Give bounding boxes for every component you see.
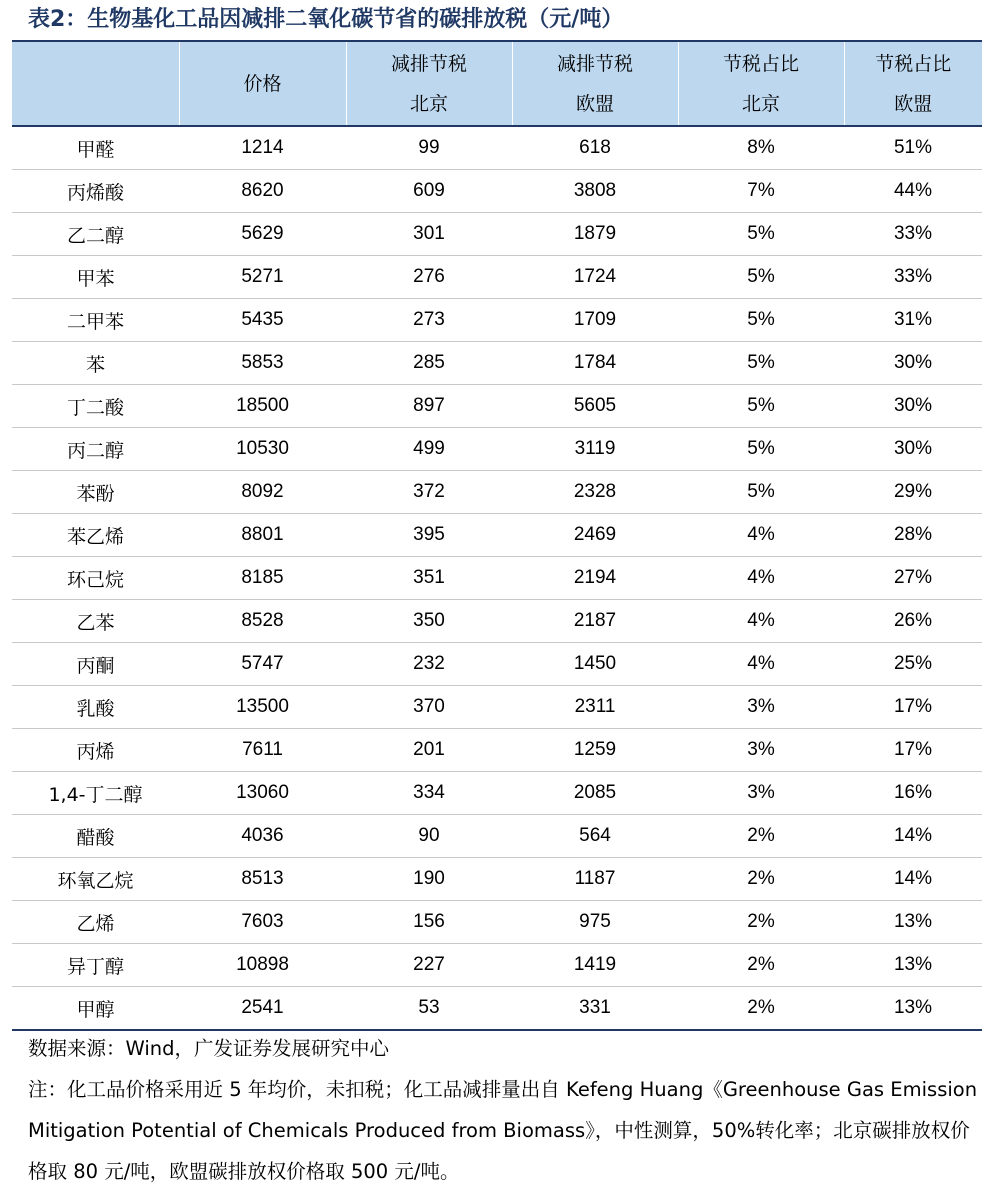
savings-eu-cell: 3119 — [512, 428, 678, 471]
ratio-beijing-cell: 5% — [678, 256, 844, 299]
ratio-eu-cell: 33% — [844, 256, 982, 299]
savings-beijing-cell: 351 — [346, 557, 512, 600]
ratio-beijing-cell: 5% — [678, 428, 844, 471]
savings-beijing-cell: 334 — [346, 772, 512, 815]
price-cell: 5629 — [179, 213, 346, 256]
savings-beijing-cell: 276 — [346, 256, 512, 299]
chemical-name-cell: 苯乙烯 — [12, 514, 179, 557]
price-cell: 5435 — [179, 299, 346, 342]
ratio-beijing-cell: 4% — [678, 643, 844, 686]
price-cell: 7603 — [179, 901, 346, 944]
ratio-beijing-cell: 2% — [678, 858, 844, 901]
ratio-beijing-cell: 2% — [678, 901, 844, 944]
table-body — [12, 126, 982, 1030]
price-cell: 8620 — [179, 170, 346, 213]
header-line1: 减排节税 — [556, 52, 633, 75]
price-cell: 13500 — [179, 686, 346, 729]
chemical-name-cell: 丁二酸 — [12, 385, 179, 428]
ratio-beijing-cell: 3% — [678, 686, 844, 729]
table-row — [12, 815, 982, 858]
savings-beijing-cell: 370 — [346, 686, 512, 729]
ratio-eu-cell: 28% — [844, 514, 982, 557]
savings-eu-cell: 618 — [512, 126, 678, 170]
ratio-beijing-cell: 5% — [678, 299, 844, 342]
table-row — [12, 557, 982, 600]
ratio-eu-cell: 17% — [844, 729, 982, 772]
chemical-name-cell: 醋酸 — [12, 815, 179, 858]
ratio-beijing-cell: 3% — [678, 772, 844, 815]
chemical-name-cell: 乙二醇 — [12, 213, 179, 256]
savings-eu-cell: 2328 — [512, 471, 678, 514]
price-cell: 4036 — [179, 815, 346, 858]
savings-beijing-cell: 372 — [346, 471, 512, 514]
table-row — [12, 944, 982, 987]
ratio-beijing-cell: 8% — [678, 126, 844, 170]
table-row — [12, 428, 982, 471]
savings-beijing-cell: 156 — [346, 901, 512, 944]
table-row — [12, 213, 982, 256]
table-row — [12, 256, 982, 299]
ratio-eu-cell: 44% — [844, 170, 982, 213]
ratio-eu-cell: 31% — [844, 299, 982, 342]
savings-beijing-cell: 201 — [346, 729, 512, 772]
savings-eu-cell: 2194 — [512, 557, 678, 600]
ratio-eu-cell: 14% — [844, 858, 982, 901]
ratio-beijing-cell: 5% — [678, 213, 844, 256]
ratio-eu-cell: 13% — [844, 987, 982, 1031]
chemical-name-cell: 异丁醇 — [12, 944, 179, 987]
price-cell: 5747 — [179, 643, 346, 686]
header-cell-savings-beijing — [346, 41, 512, 126]
ratio-eu-cell: 51% — [844, 126, 982, 170]
price-cell: 1214 — [179, 126, 346, 170]
ratio-eu-cell: 30% — [844, 428, 982, 471]
table-row — [12, 772, 982, 815]
price-cell: 8092 — [179, 471, 346, 514]
savings-eu-cell: 5605 — [512, 385, 678, 428]
header-line2: 北京 — [741, 92, 780, 115]
ratio-beijing-cell: 2% — [678, 815, 844, 858]
chemical-name-cell: 环己烷 — [12, 557, 179, 600]
header-line1: 减排节税 — [390, 52, 467, 75]
ratio-eu-cell: 25% — [844, 643, 982, 686]
savings-beijing-cell: 609 — [346, 170, 512, 213]
table-row — [12, 987, 982, 1031]
savings-beijing-cell: 53 — [346, 987, 512, 1031]
header-cell-price — [179, 41, 346, 126]
chemical-name-cell: 苯 — [12, 342, 179, 385]
table-row — [12, 643, 982, 686]
savings-beijing-cell: 395 — [346, 514, 512, 557]
savings-eu-cell: 1187 — [512, 858, 678, 901]
chemical-name-cell: 乳酸 — [12, 686, 179, 729]
price-cell: 10530 — [179, 428, 346, 471]
savings-eu-cell: 2311 — [512, 686, 678, 729]
ratio-beijing-cell: 4% — [678, 557, 844, 600]
chemical-name-cell: 1,4-丁二醇 — [12, 772, 179, 815]
table-row — [12, 600, 982, 643]
chemical-name-cell: 苯酚 — [12, 471, 179, 514]
price-cell: 7611 — [179, 729, 346, 772]
price-cell: 13060 — [179, 772, 346, 815]
table-row — [12, 342, 982, 385]
table-row — [12, 901, 982, 944]
price-cell: 2541 — [179, 987, 346, 1031]
table-row — [12, 471, 982, 514]
savings-eu-cell: 2469 — [512, 514, 678, 557]
header-row — [12, 41, 982, 126]
notes-section — [28, 1028, 978, 1192]
savings-eu-cell: 1709 — [512, 299, 678, 342]
table-row — [12, 385, 982, 428]
table-row — [12, 170, 982, 213]
price-cell: 8801 — [179, 514, 346, 557]
savings-beijing-cell: 232 — [346, 643, 512, 686]
header-line1: 节税占比 — [722, 52, 799, 75]
savings-beijing-cell: 897 — [346, 385, 512, 428]
ratio-beijing-cell: 2% — [678, 987, 844, 1031]
savings-eu-cell: 1784 — [512, 342, 678, 385]
table-row — [12, 299, 982, 342]
savings-eu-cell: 2085 — [512, 772, 678, 815]
savings-beijing-cell: 227 — [346, 944, 512, 987]
savings-beijing-cell: 273 — [346, 299, 512, 342]
ratio-eu-cell: 13% — [844, 901, 982, 944]
price-cell: 8513 — [179, 858, 346, 901]
chemical-name-cell: 丙烯 — [12, 729, 179, 772]
savings-eu-cell: 1259 — [512, 729, 678, 772]
ratio-beijing-cell: 2% — [678, 944, 844, 987]
ratio-beijing-cell: 4% — [678, 600, 844, 643]
ratio-beijing-cell: 3% — [678, 729, 844, 772]
table-row — [12, 514, 982, 557]
chemical-name-cell: 乙苯 — [12, 600, 179, 643]
table-row — [12, 686, 982, 729]
savings-eu-cell: 1724 — [512, 256, 678, 299]
ratio-eu-cell: 30% — [844, 342, 982, 385]
header-cell-ratio-eu — [844, 41, 982, 126]
price-cell: 8528 — [179, 600, 346, 643]
savings-eu-cell: 564 — [512, 815, 678, 858]
chemical-name-cell: 丙二醇 — [12, 428, 179, 471]
ratio-eu-cell: 27% — [844, 557, 982, 600]
savings-beijing-cell: 285 — [346, 342, 512, 385]
savings-eu-cell: 2187 — [512, 600, 678, 643]
price-cell: 5853 — [179, 342, 346, 385]
savings-beijing-cell: 301 — [346, 213, 512, 256]
source-line: 数据来源：Wind，广发证券发展研究中心 — [28, 1037, 390, 1060]
savings-beijing-cell: 499 — [346, 428, 512, 471]
table-title: 表2：生物基化工品因减排二氧化碳节省的碳排放税（元/吨） — [28, 7, 624, 32]
ratio-eu-cell: 17% — [844, 686, 982, 729]
note-text: 注：化工品价格采用近 5 年均价，未扣税；化工品减排量出自 Kefeng Huang《Greenhouse Gas Emission Mitigation Potential of Chemicals Produced from Biomass》，中性测算，50%转化率；北京碳排放权价格取 80 元/吨，欧盟碳排放权价格取 500 元/吨。 — [28, 1078, 978, 1183]
ratio-beijing-cell: 7% — [678, 170, 844, 213]
carbon-tax-table — [12, 40, 982, 1031]
header-line2: 欧盟 — [575, 92, 614, 115]
ratio-eu-cell: 14% — [844, 815, 982, 858]
table-row — [12, 126, 982, 170]
price-cell: 18500 — [179, 385, 346, 428]
chemical-name-cell: 乙烯 — [12, 901, 179, 944]
savings-eu-cell: 1879 — [512, 213, 678, 256]
table-row — [12, 858, 982, 901]
header-line1: 节税占比 — [875, 52, 952, 75]
header-cell-ratio-beijing — [678, 41, 844, 126]
price-cell: 10898 — [179, 944, 346, 987]
ratio-eu-cell: 29% — [844, 471, 982, 514]
chemical-name-cell: 二甲苯 — [12, 299, 179, 342]
savings-beijing-cell: 90 — [346, 815, 512, 858]
ratio-eu-cell: 13% — [844, 944, 982, 987]
ratio-beijing-cell: 4% — [678, 514, 844, 557]
savings-eu-cell: 1450 — [512, 643, 678, 686]
ratio-eu-cell: 26% — [844, 600, 982, 643]
header-cell-savings-eu — [512, 41, 678, 126]
chemical-name-cell: 甲醛 — [12, 126, 179, 170]
ratio-eu-cell: 33% — [844, 213, 982, 256]
header-line2: 北京 — [409, 92, 448, 115]
chemical-name-cell: 甲苯 — [12, 256, 179, 299]
chemical-name-cell: 甲醇 — [12, 987, 179, 1031]
chemical-name-cell: 丙酮 — [12, 643, 179, 686]
chemical-name-cell: 丙烯酸 — [12, 170, 179, 213]
savings-eu-cell: 331 — [512, 987, 678, 1031]
ratio-beijing-cell: 5% — [678, 471, 844, 514]
header-cell-blank — [12, 41, 179, 126]
ratio-eu-cell: 16% — [844, 772, 982, 815]
ratio-beijing-cell: 5% — [678, 385, 844, 428]
savings-beijing-cell: 190 — [346, 858, 512, 901]
savings-eu-cell: 1419 — [512, 944, 678, 987]
chemical-name-cell: 环氧乙烷 — [12, 858, 179, 901]
header-line1: 价格 — [243, 72, 282, 95]
ratio-beijing-cell: 5% — [678, 342, 844, 385]
header-line2: 欧盟 — [894, 92, 933, 115]
table-row — [12, 729, 982, 772]
savings-eu-cell: 975 — [512, 901, 678, 944]
ratio-eu-cell: 30% — [844, 385, 982, 428]
savings-eu-cell: 3808 — [512, 170, 678, 213]
price-cell: 8185 — [179, 557, 346, 600]
savings-beijing-cell: 350 — [346, 600, 512, 643]
savings-beijing-cell: 99 — [346, 126, 512, 170]
price-cell: 5271 — [179, 256, 346, 299]
